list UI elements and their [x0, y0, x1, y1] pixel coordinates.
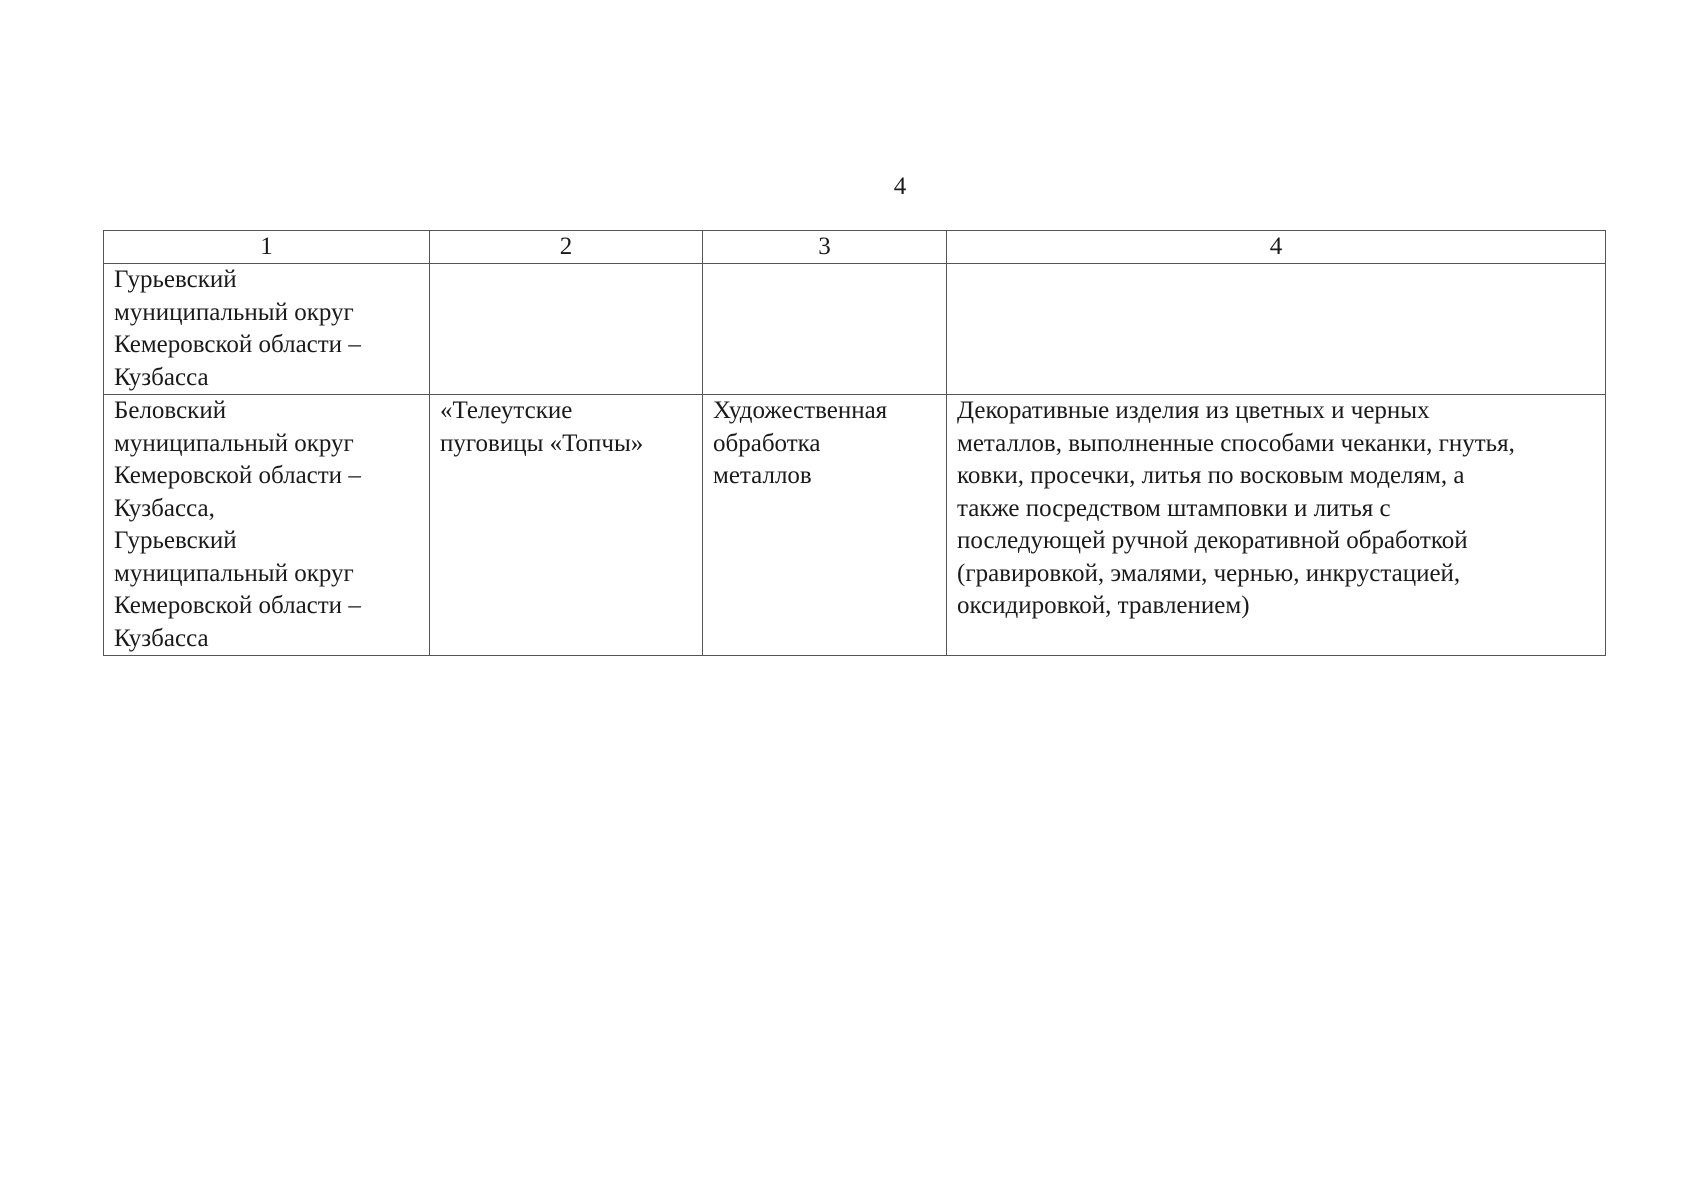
table-cell-description: Декоративные изделия из цветных и черных металлов, выполненные способами чеканки, гнутья, ковки, просечки, литья по восковым моделям, а также посредством штамповки и литья с последующей ручной декоративной обработкой (гравировкой, эмалями, чернью, инкрустацией, оксидировкой, травлением): [947, 395, 1606, 656]
table-header-cell: 3: [703, 231, 947, 264]
table-cell-description: [947, 264, 1606, 395]
table-header-cell: 1: [104, 231, 430, 264]
document-table: [103, 230, 1606, 656]
table-header-cell: 4: [947, 231, 1606, 264]
table-cell-craft: Художественная обработка металлов: [703, 395, 947, 656]
table-row: [104, 395, 1606, 656]
table-header-row: [104, 231, 1606, 264]
table-cell-municipality: Гурьевский муниципальный округ Кемеровской области – Кузбасса: [104, 264, 430, 395]
table-cell-municipality: Беловский муниципальный округ Кемеровской области – Кузбасса, Гурьевский муниципальный округ Кемеровской области – Кузбасса: [104, 395, 430, 656]
table-row: [104, 264, 1606, 395]
table-cell-craft: [703, 264, 947, 395]
page-number: 4: [893, 173, 907, 200]
table-cell-name: «Телеутские пуговицы «Топчы»: [430, 395, 703, 656]
table-header-cell: 2: [430, 231, 703, 264]
table-cell-name: [430, 264, 703, 395]
